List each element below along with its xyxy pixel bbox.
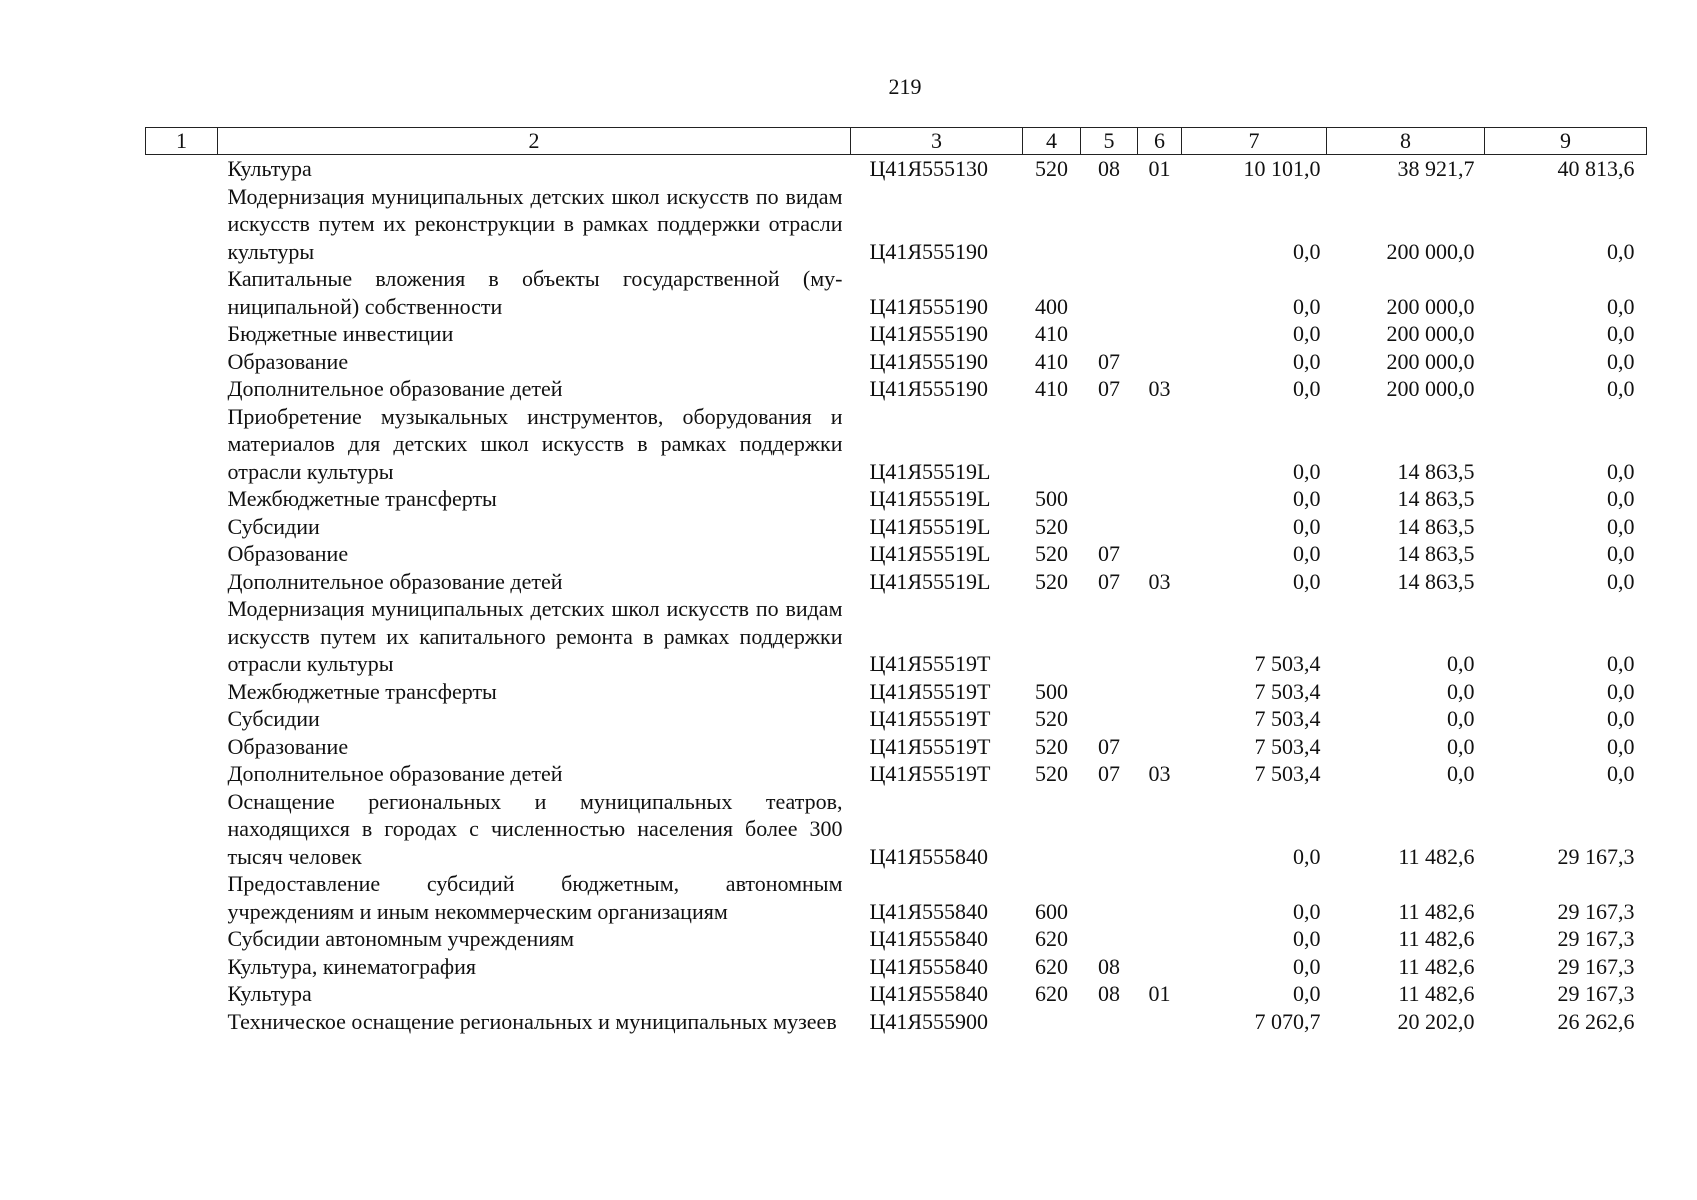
table-row — [146, 953, 1647, 981]
cell-col1 — [146, 870, 218, 925]
cell-col4: 410 — [1035, 321, 1068, 346]
cell-value-8: 0,0 — [1447, 733, 1475, 759]
cell-col1 — [146, 320, 218, 348]
cell-value-9: 0,0 — [1607, 458, 1635, 484]
cell-col1 — [146, 678, 218, 706]
cell-col5 — [1081, 265, 1138, 320]
cell-col5 — [1081, 513, 1138, 541]
cell-name: Бюджетные инвестиции — [227, 321, 454, 346]
cell-col1 — [146, 788, 218, 871]
cell-value-7: 0,0 — [1293, 458, 1321, 484]
cell-value-7: 7 503,4 — [1254, 733, 1321, 759]
cell-col5: 07 — [1098, 541, 1120, 566]
table-body — [146, 155, 1647, 1036]
cell-col5 — [1081, 925, 1138, 953]
cell-col6 — [1138, 705, 1182, 733]
cell-col5: 07 — [1098, 568, 1120, 594]
table-row — [146, 375, 1647, 403]
cell-value-9: 0,0 — [1607, 706, 1635, 731]
cell-col4: 620 — [1035, 926, 1068, 951]
cell-value-7: 0,0 — [1293, 541, 1321, 566]
table-row — [146, 485, 1647, 513]
cell-code: Ц41Я55519L — [869, 541, 991, 566]
cell-name: Культура — [227, 156, 312, 181]
cell-col5: 08 — [1098, 156, 1120, 181]
cell-col1 — [146, 733, 218, 761]
cell-col1 — [146, 568, 218, 596]
cell-code: Ц41Я555130 — [869, 156, 989, 181]
cell-value-8: 14 863,5 — [1397, 541, 1475, 566]
table-row — [146, 980, 1647, 1008]
budget-table — [145, 127, 1647, 1035]
cell-col4: 520 — [1035, 541, 1068, 566]
cell-value-8: 11 482,6 — [1398, 981, 1475, 1006]
cell-value-9: 0,0 — [1607, 293, 1635, 319]
cell-col5: 07 — [1098, 348, 1120, 374]
table-row — [146, 568, 1647, 596]
cell-value-8: 14 863,5 — [1397, 568, 1475, 594]
cell-code: Ц41Я55519Т — [869, 651, 991, 676]
cell-col4: 520 — [1035, 761, 1068, 786]
cell-value-7: 0,0 — [1293, 926, 1321, 951]
cell-col5 — [1081, 595, 1138, 678]
cell-col5: 08 — [1098, 981, 1120, 1006]
cell-value-7: 0,0 — [1293, 376, 1321, 401]
cell-value-7: 7 070,7 — [1254, 1008, 1321, 1034]
cell-col6 — [1138, 513, 1182, 541]
cell-name: Образование — [227, 348, 349, 374]
cell-name: Оснащение региональных и муниципальных театров, находящихся в городах с численностью населения более 300 тысяч человек — [227, 788, 843, 869]
cell-col4: 620 — [1035, 953, 1068, 979]
cell-col4 — [1023, 183, 1081, 266]
cell-name: Дополнительное образование детей — [227, 568, 563, 594]
cell-value-8: 0,0 — [1447, 761, 1475, 786]
cell-name: Образование — [227, 541, 349, 566]
cell-col4: 520 — [1035, 156, 1068, 181]
cell-col6 — [1138, 540, 1182, 568]
cell-col4: 600 — [1035, 898, 1068, 924]
table-row — [146, 595, 1647, 678]
cell-value-8: 11 482,6 — [1398, 898, 1475, 924]
cell-col6 — [1138, 733, 1182, 761]
cell-name: Субсидии автономным учреждениям — [227, 926, 575, 951]
cell-code: Ц41Я55519L — [869, 513, 991, 539]
cell-col6 — [1138, 925, 1182, 953]
cell-col1 — [146, 485, 218, 513]
cell-value-8: 200 000,0 — [1386, 376, 1475, 401]
cell-value-9: 26 262,6 — [1557, 1008, 1635, 1034]
cell-col4 — [1023, 595, 1081, 678]
cell-col6 — [1138, 348, 1182, 376]
cell-code: Ц41Я555840 — [869, 981, 989, 1006]
table-row — [146, 183, 1647, 266]
cell-value-9: 0,0 — [1607, 541, 1635, 566]
cell-code: Ц41Я55519Т — [869, 761, 991, 786]
table-row — [146, 788, 1647, 871]
cell-value-9: 29 167,3 — [1557, 981, 1635, 1006]
cell-value-9: 29 167,3 — [1557, 843, 1635, 869]
cell-col6 — [1138, 485, 1182, 513]
table-row — [146, 678, 1647, 706]
cell-value-9: 40 813,6 — [1557, 156, 1635, 181]
cell-col4: 410 — [1035, 376, 1068, 401]
cell-name: Приобретение музыкальных инструментов, оборудования и материалов для детских школ искусств в рамках поддержки отрасли культуры — [227, 403, 843, 484]
cell-col1 — [146, 155, 218, 183]
cell-code: Ц41Я555190 — [869, 376, 989, 401]
cell-col6 — [1138, 953, 1182, 981]
cell-col5 — [1081, 320, 1138, 348]
column-header-9: 9 — [1485, 128, 1647, 155]
cell-col5 — [1081, 788, 1138, 871]
cell-code: Ц41Я555190 — [869, 348, 989, 374]
cell-name: Модернизация муниципальных детских школ искусств по видам искусств путем их капитального ремонта в рамках поддержки отрасли культуры — [227, 596, 843, 676]
cell-value-9: 0,0 — [1607, 348, 1635, 374]
table-row — [146, 870, 1647, 925]
cell-code: Ц41Я55519L — [869, 568, 991, 594]
cell-col5 — [1081, 183, 1138, 266]
cell-name: Дополнительное образование детей — [227, 376, 563, 401]
cell-col6: 03 — [1148, 568, 1171, 594]
cell-col5 — [1081, 705, 1138, 733]
cell-value-7: 0,0 — [1293, 321, 1321, 346]
cell-col6 — [1138, 320, 1182, 348]
cell-value-8: 0,0 — [1447, 706, 1475, 731]
cell-col4: 520 — [1035, 568, 1068, 594]
cell-col4 — [1023, 403, 1081, 486]
cell-value-7: 0,0 — [1293, 843, 1321, 869]
cell-value-9: 0,0 — [1607, 761, 1635, 786]
cell-col5 — [1081, 403, 1138, 486]
cell-col6: 03 — [1148, 761, 1171, 786]
cell-col5 — [1081, 678, 1138, 706]
cell-value-7: 0,0 — [1293, 981, 1321, 1006]
cell-col4: 520 — [1035, 706, 1068, 731]
column-header-1: 1 — [146, 128, 218, 155]
cell-value-9: 0,0 — [1607, 486, 1635, 511]
cell-value-7: 0,0 — [1293, 348, 1321, 374]
cell-value-9: 0,0 — [1607, 238, 1635, 264]
cell-value-8: 14 863,5 — [1397, 458, 1475, 484]
table-row — [146, 513, 1647, 541]
cell-col1 — [146, 925, 218, 953]
cell-value-7: 7 503,4 — [1254, 678, 1321, 704]
cell-col6 — [1138, 265, 1182, 320]
cell-value-8: 200 000,0 — [1386, 238, 1475, 264]
cell-value-8: 20 202,0 — [1397, 1008, 1475, 1034]
cell-value-9: 0,0 — [1607, 733, 1635, 759]
cell-col6 — [1138, 595, 1182, 678]
cell-value-7: 0,0 — [1293, 513, 1321, 539]
cell-value-8: 11 482,6 — [1398, 953, 1475, 979]
page-number: 219 — [888, 74, 922, 99]
cell-col4: 500 — [1035, 486, 1068, 511]
cell-value-9: 0,0 — [1607, 678, 1635, 704]
cell-col4: 500 — [1035, 678, 1068, 704]
cell-col4: 520 — [1035, 733, 1068, 759]
cell-col1 — [146, 183, 218, 266]
cell-col6 — [1138, 183, 1182, 266]
table-row — [146, 540, 1647, 568]
cell-col1 — [146, 540, 218, 568]
cell-value-8: 0,0 — [1447, 678, 1475, 704]
cell-col5: 07 — [1098, 761, 1120, 786]
cell-col6 — [1138, 678, 1182, 706]
column-header-3: 3 — [851, 128, 1023, 155]
cell-code: Ц41Я555190 — [869, 321, 989, 346]
cell-name: Субсидии — [227, 513, 320, 539]
cell-value-8: 0,0 — [1447, 651, 1475, 676]
cell-code: Ц41Я555840 — [869, 843, 989, 869]
cell-value-9: 0,0 — [1607, 321, 1635, 346]
table-row — [146, 925, 1647, 953]
cell-value-9: 0,0 — [1607, 376, 1635, 401]
column-header-4: 4 — [1023, 128, 1081, 155]
cell-col1 — [146, 705, 218, 733]
cell-code: Ц41Я55519L — [869, 486, 991, 511]
cell-code: Ц41Я55519Т — [869, 706, 991, 731]
cell-col1 — [146, 348, 218, 376]
cell-col5: 08 — [1098, 953, 1120, 979]
cell-col4: 400 — [1035, 293, 1068, 319]
cell-code: Ц41Я555190 — [869, 293, 989, 319]
cell-col4 — [1023, 788, 1081, 871]
cell-col1 — [146, 953, 218, 981]
cell-value-7: 7 503,4 — [1254, 761, 1321, 786]
cell-col1 — [146, 595, 218, 678]
cell-code: Ц41Я555190 — [869, 238, 989, 264]
cell-name: Модернизация муниципальных детских школ искусств по видам искусств путем их реконструкции в рамках поддержки отрасли культуры — [227, 183, 843, 264]
table-row — [146, 320, 1647, 348]
cell-value-8: 11 482,6 — [1398, 843, 1475, 869]
cell-value-7: 7 503,4 — [1254, 651, 1321, 676]
column-header-7: 7 — [1182, 128, 1327, 155]
cell-col1 — [146, 375, 218, 403]
cell-value-8: 200 000,0 — [1386, 321, 1475, 346]
cell-name: Образование — [227, 733, 349, 759]
cell-value-8: 200 000,0 — [1386, 293, 1475, 319]
cell-code: Ц41Я555840 — [869, 926, 989, 951]
cell-value-7: 10 101,0 — [1243, 156, 1321, 181]
cell-col5 — [1081, 485, 1138, 513]
table-row — [146, 155, 1647, 183]
cell-col1 — [146, 980, 218, 1008]
cell-col5: 07 — [1098, 376, 1120, 401]
cell-value-9: 0,0 — [1607, 651, 1635, 676]
cell-name: Предоставление субсидий бюджетным, автономным учреждениям и иным некоммерческим организациям — [227, 871, 843, 924]
cell-code: Ц41Я55519Т — [869, 678, 991, 704]
cell-col1 — [146, 403, 218, 486]
cell-code: Ц41Я555840 — [869, 953, 989, 979]
cell-col5 — [1081, 1008, 1138, 1036]
cell-col5 — [1081, 870, 1138, 925]
cell-value-9: 0,0 — [1607, 513, 1635, 539]
cell-name: Техническое оснащение региональных и муниципальных музеев — [227, 1008, 837, 1034]
cell-col6 — [1138, 788, 1182, 871]
cell-name: Межбюджетные трансферты — [227, 486, 497, 511]
cell-col5: 07 — [1098, 733, 1120, 759]
cell-value-9: 29 167,3 — [1557, 926, 1635, 951]
cell-value-8: 200 000,0 — [1386, 348, 1475, 374]
cell-value-7: 0,0 — [1293, 568, 1321, 594]
cell-value-8: 14 863,5 — [1397, 513, 1475, 539]
cell-code: Ц41Я55519Т — [869, 733, 991, 759]
cell-name: Субсидии — [227, 706, 320, 731]
cell-value-8: 38 921,7 — [1397, 156, 1475, 181]
cell-name: Межбюджетные трансферты — [227, 678, 497, 704]
cell-name: Культура, кинематография — [227, 953, 477, 979]
cell-value-7: 0,0 — [1293, 293, 1321, 319]
cell-col4: 620 — [1035, 981, 1068, 1006]
cell-value-7: 0,0 — [1293, 486, 1321, 511]
column-header-6: 6 — [1138, 128, 1182, 155]
cell-col1 — [146, 265, 218, 320]
cell-value-8: 14 863,5 — [1397, 486, 1475, 511]
cell-col1 — [146, 513, 218, 541]
table-row — [146, 403, 1647, 486]
cell-col4 — [1023, 1008, 1081, 1036]
cell-name: Дополнительное образование детей — [227, 761, 563, 786]
cell-col6: 01 — [1148, 156, 1171, 181]
column-header-5: 5 — [1081, 128, 1138, 155]
column-header-2: 2 — [218, 128, 851, 155]
cell-code: Ц41Я555840 — [869, 898, 989, 924]
cell-code: Ц41Я555900 — [869, 1008, 989, 1034]
cell-col6 — [1138, 403, 1182, 486]
cell-col6: 01 — [1148, 981, 1171, 1006]
table-row — [146, 733, 1647, 761]
cell-col4: 410 — [1035, 348, 1068, 374]
table-row — [146, 1008, 1647, 1036]
cell-value-9: 29 167,3 — [1557, 898, 1635, 924]
cell-value-7: 0,0 — [1293, 238, 1321, 264]
table-row — [146, 705, 1647, 733]
cell-name: Культура — [227, 981, 312, 1006]
cell-code: Ц41Я55519L — [869, 458, 991, 484]
table-row — [146, 760, 1647, 788]
table-row — [146, 348, 1647, 376]
cell-value-9: 0,0 — [1607, 568, 1635, 594]
cell-col6 — [1138, 1008, 1182, 1036]
cell-col6: 03 — [1148, 376, 1171, 401]
column-header-8: 8 — [1327, 128, 1485, 155]
table-row — [146, 265, 1647, 320]
table-header — [146, 128, 1647, 155]
cell-name: Капитальные вложения в объекты государственной (муниципальной) собственности — [227, 266, 843, 319]
cell-col6 — [1138, 870, 1182, 925]
cell-value-7: 0,0 — [1293, 898, 1321, 924]
cell-value-7: 0,0 — [1293, 953, 1321, 979]
cell-value-8: 11 482,6 — [1398, 926, 1475, 951]
cell-value-7: 7 503,4 — [1254, 706, 1321, 731]
header-row — [146, 128, 1647, 155]
cell-col4: 520 — [1035, 513, 1068, 539]
cell-col1 — [146, 1008, 218, 1036]
cell-value-9: 29 167,3 — [1557, 953, 1635, 979]
cell-col1 — [146, 760, 218, 788]
